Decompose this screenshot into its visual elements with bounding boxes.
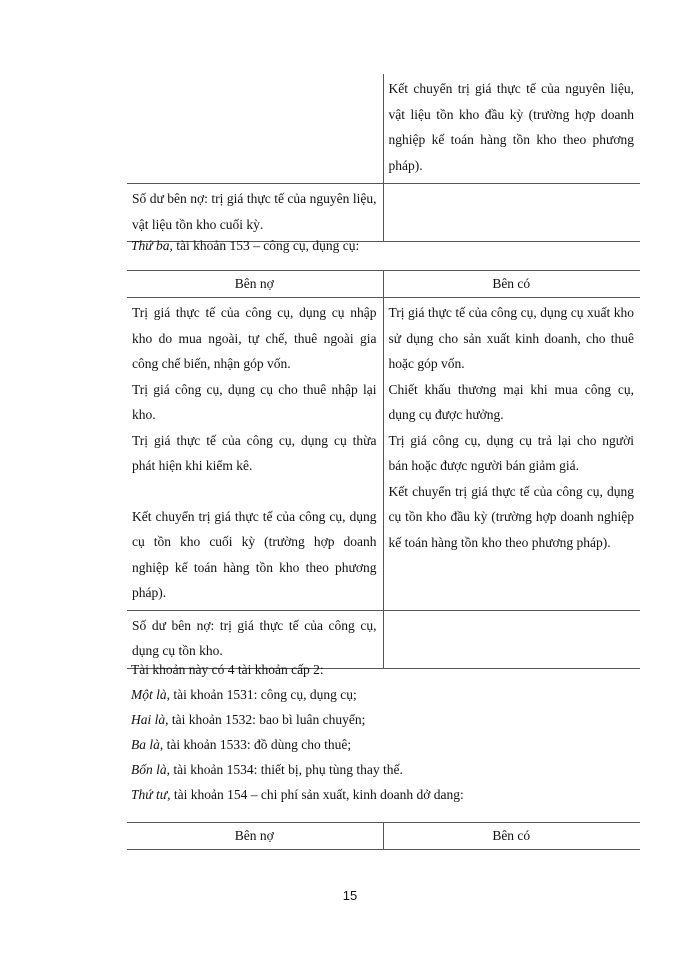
header-debit: Bên nợ bbox=[127, 823, 384, 849]
spacer bbox=[132, 479, 377, 504]
debit-item: Kết chuyển trị giá thực tế của công cụ, dụng cụ tồn kho cuối kỳ (trường hợp doanh nghiệp kế toán hàng tồn kho theo phương pháp). bbox=[132, 508, 377, 600]
account-153-intro bbox=[131, 233, 359, 259]
ordinal-label: Hai là bbox=[131, 712, 166, 727]
subaccount-item bbox=[131, 707, 365, 733]
debit-item: Trị giá công cụ, dụng cụ cho thuê nhập lại kho. bbox=[132, 381, 377, 422]
ordinal-label: Bốn là bbox=[131, 762, 167, 777]
credit-cell-empty bbox=[384, 611, 641, 668]
carry-forward-text: Kết chuyển trị giá thực tế của nguyên liệu, vật liệu tồn kho đầu kỳ (trường hợp doanh nghiệp kế toán hàng tồn kho theo phương pháp). bbox=[388, 81, 634, 173]
table-row bbox=[127, 298, 640, 611]
ordinal-label: Thứ tư bbox=[131, 787, 168, 802]
ordinal-label: Một là bbox=[131, 687, 167, 702]
subaccount-item bbox=[131, 682, 357, 708]
header-credit: Bên có bbox=[492, 828, 531, 843]
subaccount-text: , tài khoản 1534: thiết bị, phụ tùng thay thế. bbox=[166, 762, 403, 777]
credit-cell-empty bbox=[384, 184, 641, 241]
balance-text: Số dư bên nợ: trị giá thực tế của nguyên liệu, vật liệu tồn kho cuối kỳ. bbox=[132, 191, 377, 232]
credit-cell bbox=[384, 298, 641, 610]
page-number: 15 bbox=[342, 888, 358, 903]
credit-item: Trị giá công cụ, dụng cụ trả lại cho người bán hoặc được người bán giảm giá. bbox=[388, 432, 634, 473]
table-153 bbox=[127, 270, 640, 669]
account-154-intro bbox=[131, 782, 464, 808]
credit-item: Chiết khấu thương mại khi mua công cụ, dụng cụ được hưởng. bbox=[388, 381, 634, 422]
subaccount-item bbox=[131, 757, 403, 783]
subaccount-item bbox=[131, 732, 351, 758]
header-debit: Bên nợ bbox=[127, 271, 384, 297]
table-152-continuation bbox=[127, 74, 640, 242]
subaccount-text: , tài khoản 1533: đồ dùng cho thuê; bbox=[159, 737, 352, 752]
header-credit: Bên có bbox=[492, 276, 531, 291]
ordinal-label: Ba là bbox=[131, 737, 160, 752]
subaccount-text: , tài khoản 1532: bao bì luân chuyển; bbox=[165, 712, 366, 727]
balance-text: Số dư bên nợ: trị giá thực tế của công cụ, dụng cụ tồn kho. bbox=[132, 617, 377, 658]
ordinal-label: Thứ ba bbox=[131, 238, 170, 253]
debit-item: Trị giá thực tế của công cụ, dụng cụ nhập kho do mua ngoài, tự chế, thuê ngoài gia công chế biến, nhận góp vốn. bbox=[132, 305, 377, 371]
debit-item: Trị giá thực tế của công cụ, dụng cụ thừa phát hiện khi kiểm kê. bbox=[132, 432, 377, 473]
table-row bbox=[127, 74, 640, 184]
credit-item: Kết chuyển trị giá thực tế của công cụ, dụng cụ tồn kho đầu kỳ (trường hợp doanh nghiệp kế toán hàng tồn kho theo phương pháp). bbox=[388, 483, 634, 550]
debit-cell bbox=[127, 298, 384, 610]
table-header-row bbox=[127, 270, 640, 298]
credit-item: Trị giá thực tế của công cụ, dụng cụ xuất kho sử dụng cho sản xuất kinh doanh, cho thuê hoặc góp vốn. bbox=[388, 305, 634, 371]
account-title: , tài khoản 154 – chi phí sản xuất, kinh doanh dở dang: bbox=[167, 787, 464, 802]
debit-cell-empty bbox=[127, 74, 384, 183]
credit-cell bbox=[384, 74, 641, 183]
account-title: , tài khoản 153 – công cụ, dụng cụ: bbox=[169, 238, 360, 253]
subaccounts-intro: Tài khoản này có 4 tài khoản cấp 2: bbox=[131, 662, 324, 677]
table-154 bbox=[127, 822, 640, 850]
table-header-row bbox=[127, 822, 640, 850]
subaccount-text: , tài khoản 1531: công cụ, dụng cụ; bbox=[166, 687, 357, 702]
